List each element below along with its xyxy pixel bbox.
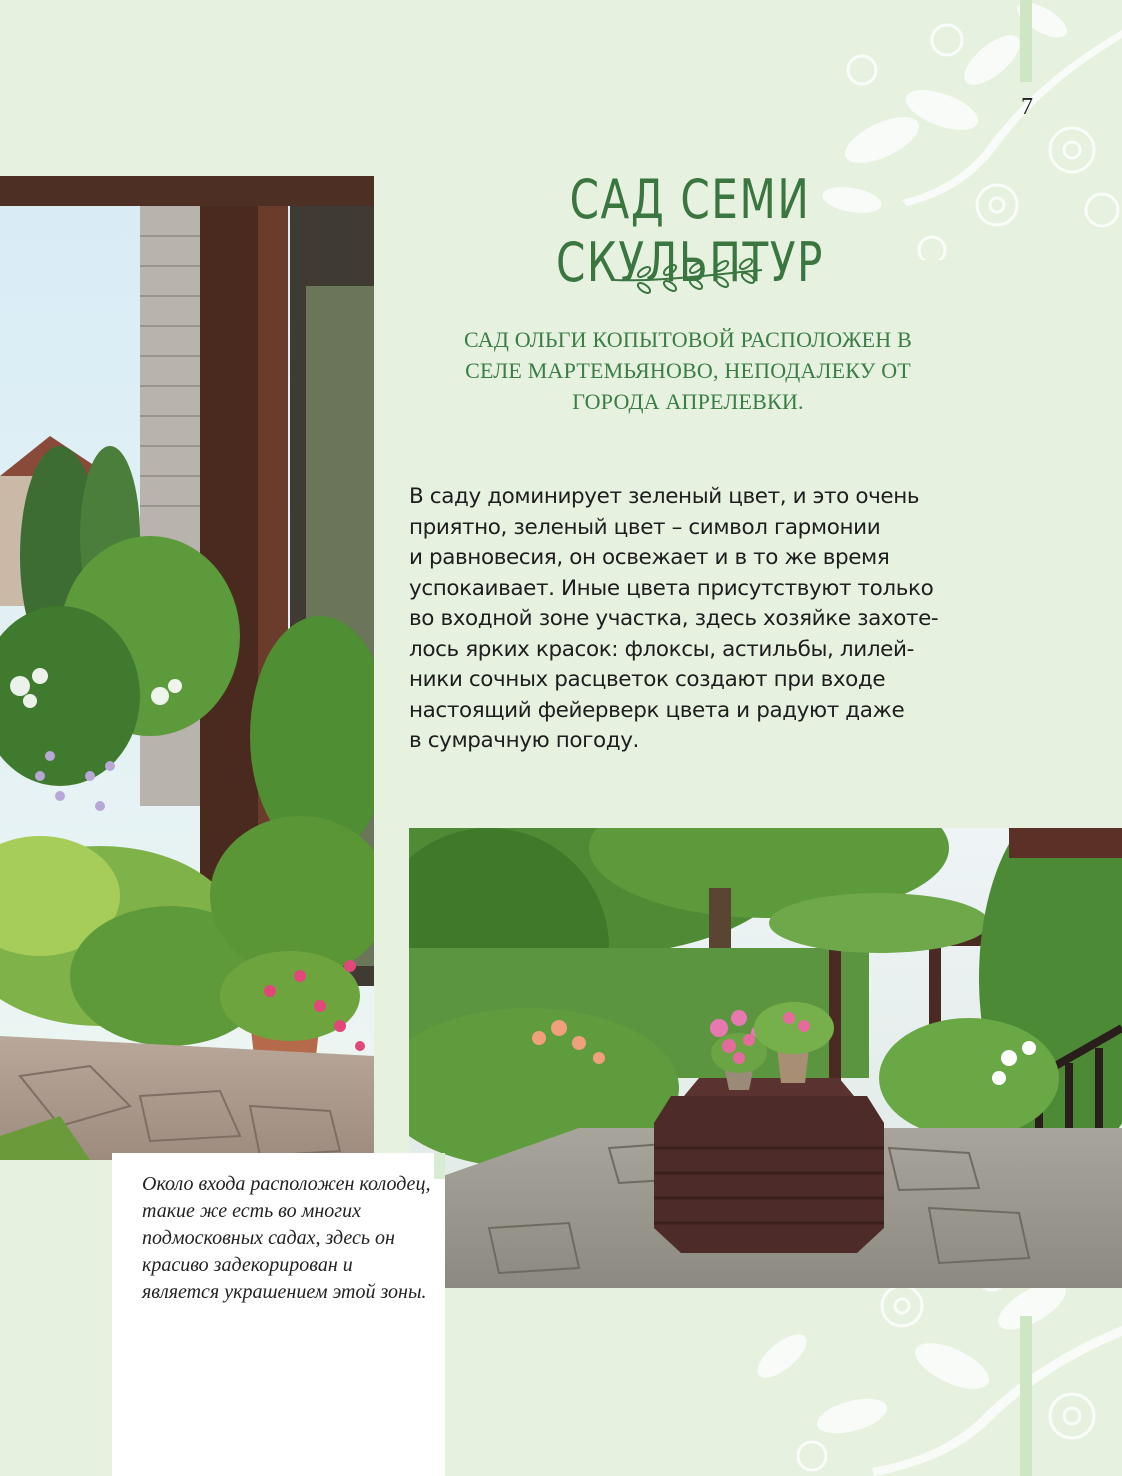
body-line: В саду доминирует зеленый цвет, и это очень (409, 484, 920, 509)
body-line: ники сочных расцветок создают при входе (409, 667, 886, 692)
body-line: в сумрачную погоду. (409, 728, 639, 753)
photo-entrance-garden (0, 176, 374, 1160)
body-line: и равновесия, он освежает и в то же время (409, 545, 890, 570)
body-line: успокаивает. Иные цвета присутствуют только (409, 575, 934, 601)
body-line: настоящий фейерверк цвета и радуют даже (409, 697, 905, 723)
photo-caption: Около входа расположен колодец, такие же есть во многих подмосковных садах, здесь он красиво задекорирован и является украшением этой зоны. (142, 1173, 431, 1303)
leaf-ornament-icon (608, 258, 768, 298)
body-line: во входной зоне участка, здесь хозяйке захоте- (409, 606, 939, 631)
accent-bar-bottom (1020, 1316, 1032, 1476)
article-lead: САД ОЛЬГИ КОПЫТОВОЙ РАСПОЛОЖЕН В СЕЛЕ МАРТЕМЬЯНОВО, НЕПОДАЛЕКУ ОТ ГОРОДА АПРЕЛЕВКИ. (464, 327, 912, 414)
page-number: 7 (1021, 94, 1033, 120)
caption-accent-tab (434, 1153, 445, 1179)
photo-decorated-well (409, 828, 1122, 1288)
accent-bar-top (1020, 0, 1032, 82)
body-line: приятно, зеленый цвет – символ гармонии (409, 514, 881, 540)
article-title: САД СЕМИ СКУЛЬПТУР (555, 168, 825, 294)
article-body (409, 482, 969, 757)
body-line: лось ярких красок: флоксы, астильбы, лилей- (409, 636, 914, 662)
